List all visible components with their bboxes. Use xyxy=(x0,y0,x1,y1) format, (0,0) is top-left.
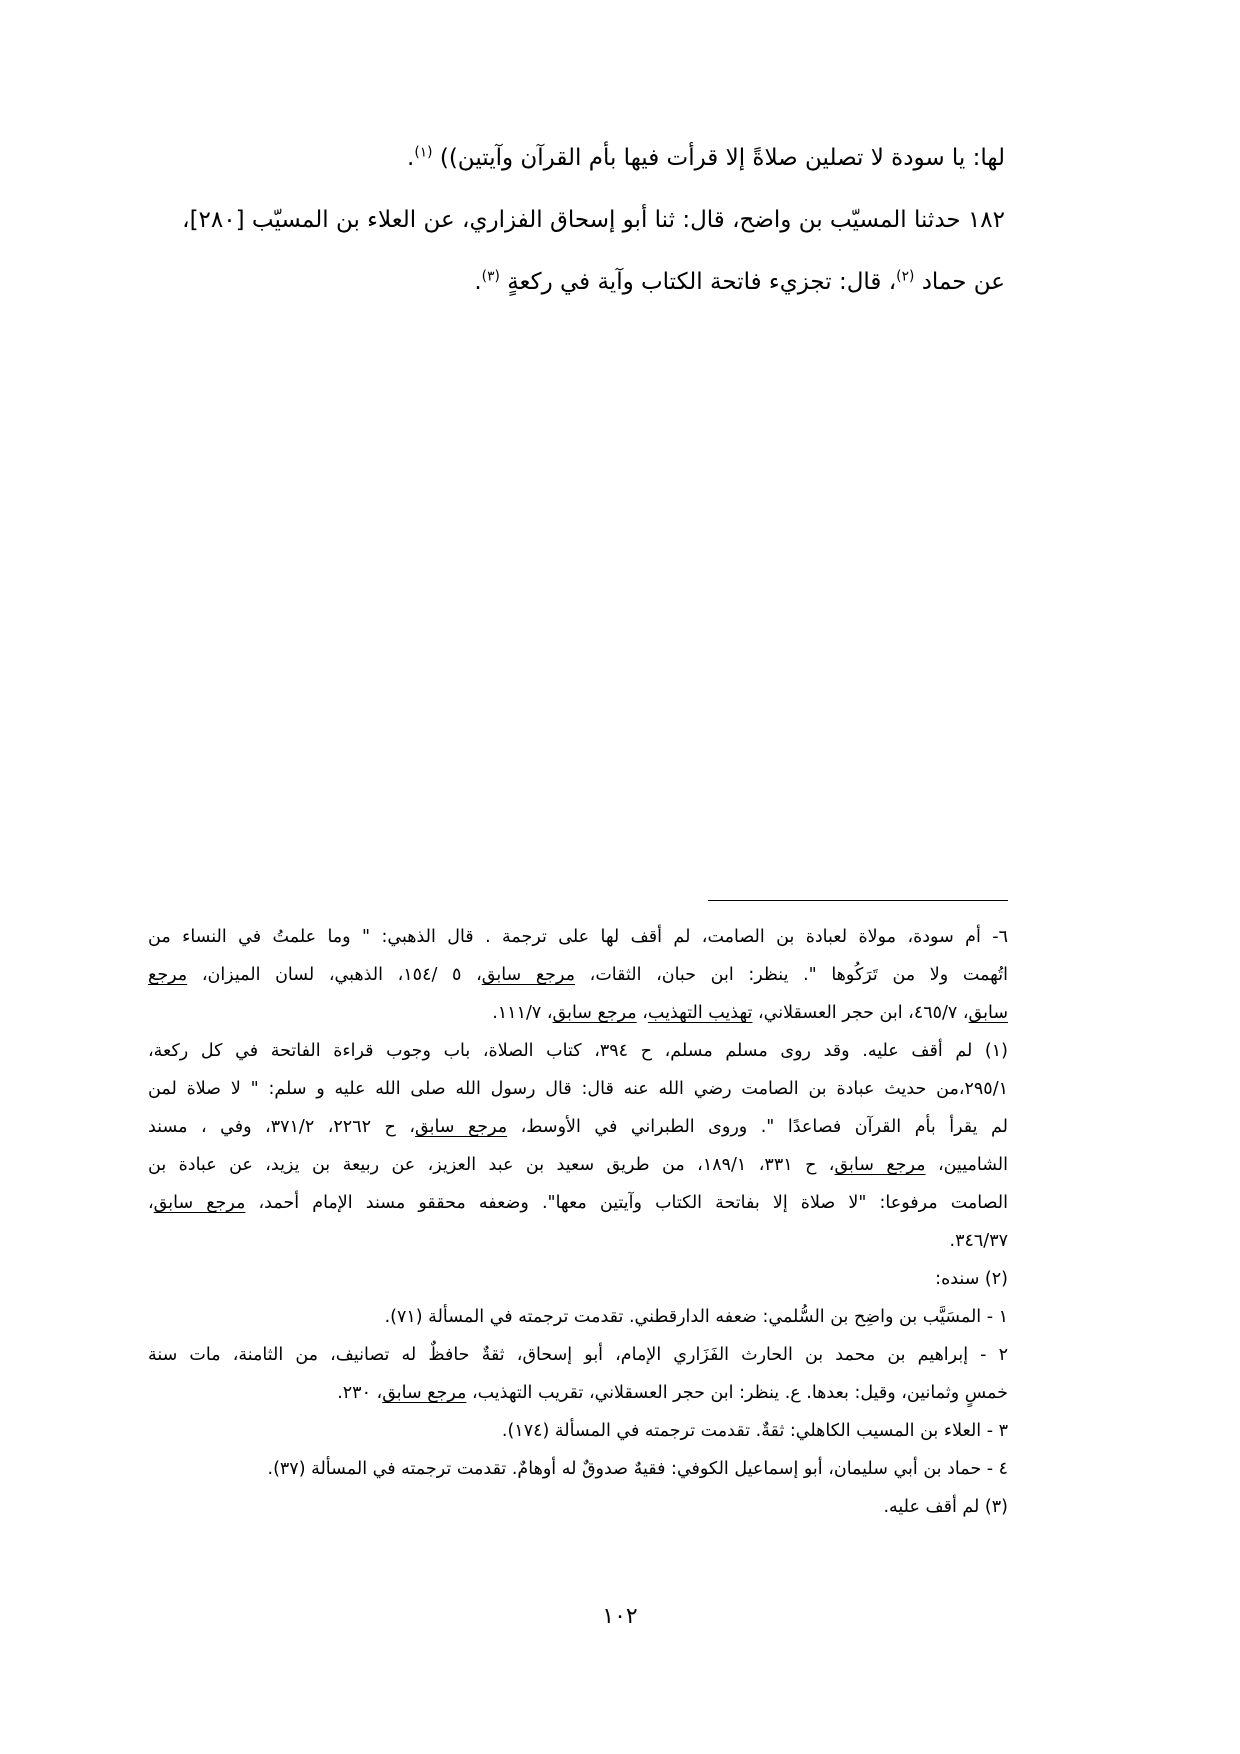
footnote-3: (٣) لم أقف عليه. xyxy=(883,1497,1008,1517)
reference-link: تهذيب التهذيب xyxy=(647,1003,753,1023)
paragraph-1: لها: يا سودة لا تصلين صلاةً إلا قرأت فيها بأم القرآن وآيتين)) $^{(١)}$. xyxy=(407,144,1005,171)
reference-link: مرجع xyxy=(148,965,188,985)
paragraph-hadith-182: ١٨٢ حدثنا المسيّب بن واضح، قال: ثنا أبو إسحاق الفزاري، عن العلاء بن المسيّب [٢٨٠]، xyxy=(182,207,1005,233)
paragraph-3: عن حماد $^{(٢)}$، قال: تجزيء فاتحة الكتاب وآية في ركعةٍ $^{(٣)}$. xyxy=(474,268,1005,295)
footnote-6-line-2: اتُهمت ولا من تَرَكُوها ". ينظر: ابن حبان، الثقات، مرجع سابق، ٥ /١٥٤، الذهبي، لسان الميزان، مرجع xyxy=(148,965,1008,985)
reference-link: سابق xyxy=(968,1003,1008,1023)
footnote-6-line-1: ٦- أم سودة، مولاة لعبادة بن الصامت، لم أقف لها على ترجمة . قال الذهبي: " وما علمتُ في النساء من xyxy=(148,927,1008,947)
footnote-1-line-4: الشاميين، مرجع سابق، ح ٣٣١، ١٨٩/١، من طريق سعيد بن عبد العزيز، عن ربيعة بن يزيد، عن عبادة بن xyxy=(148,1155,1008,1175)
reference-link: مرجع سابق xyxy=(414,1117,508,1137)
reference-link: مرجع سابق xyxy=(481,965,576,985)
footnote-2-heading: (٢) سنده: xyxy=(935,1269,1008,1289)
footnote-1-line-1: (١) لم أقف عليه. وقد روى مسلم مسلم، ح ٣٩٤، كتاب الصلاة، باب وجوب قراءة الفاتحة في كل ركعة، xyxy=(148,1041,1008,1061)
footnote-2-item-2-line-1: ٢ - إبراهيم بن محمد بن الحارث الفَزَاري الإمام، أبو إسحاق، ثقةٌ حافظٌ له تصانيف، من الثامنة، مات سنة xyxy=(148,1345,1008,1365)
reference-link: مرجع سابق xyxy=(834,1155,926,1175)
main-text xyxy=(145,140,1005,326)
reference-link: مرجع سابق xyxy=(382,1383,467,1403)
footnote-ref-1[interactable]: (١) xyxy=(414,144,433,161)
footnote-2-item-1: ١ - المسَيَّب بن واضِح بن السُّلمي: ضعفه الدارقطني. تقدمت ترجمته في المسألة (٧١). xyxy=(384,1307,1008,1327)
footnote-ref-3[interactable]: (٣) xyxy=(481,268,500,285)
footnote-6-line-3: سابق، ٤٦٥/٧، ابن حجر العسقلاني، تهذيب التهذيب، مرجع سابق، ١١١/٧. xyxy=(492,1003,1008,1023)
footnote-2-item-3: ٣ - العلاء بن المسيب الكاهلي: ثقةٌ. تقدمت ترجمته في المسألة (١٧٤). xyxy=(501,1421,1008,1441)
footnote-ref-2[interactable]: (٢) xyxy=(896,268,915,285)
footnote-2-item-2-line-2: خمسٍ وثمانين، وقيل: بعدها. ع. ينظر: ابن حجر العسقلاني، تقريب التهذيب، مرجع سابق، ٢٣٠. xyxy=(337,1383,1008,1403)
reference-link: مرجع سابق xyxy=(552,1003,637,1023)
page-number: ١٠٢ xyxy=(602,1604,638,1629)
footnote-1-line-3: لم يقرأ بأم القرآن فصاعدًا ". وروى الطبراني في الأوسط، مرجع سابق، ح ٢٢٦٢، ٣٧١/٢، وفي ، مسند xyxy=(148,1117,1008,1137)
footnote-separator xyxy=(708,900,1008,901)
footnote-2-item-4: ٤ - حماد بن أبي سليمان، أبو إسماعيل الكوفي: فقيهٌ صدوقٌ له أوهامٌ. تقدمت ترجمته في المسألة (٣٧). xyxy=(267,1459,1008,1479)
reference-link: مرجع سابق xyxy=(153,1193,246,1213)
footnote-1-line-5: الصامت مرفوعا: "لا صلاة إلا بفاتحة الكتاب وآيتين معها". وضعفه محققو مسند الإمام أحمد، مرجع سابق، xyxy=(148,1193,1009,1213)
footnote-1-line-6: ٣٤٦/٣٧. xyxy=(949,1231,1008,1251)
footnote-1-line-2: ٢٩٥/١،من حديث عبادة بن الصامت رضي الله عنه قال: قال رسول الله صلى الله عليه و سلم: " لا صلاة لمن xyxy=(148,1079,1008,1099)
footnotes xyxy=(148,918,1008,1526)
